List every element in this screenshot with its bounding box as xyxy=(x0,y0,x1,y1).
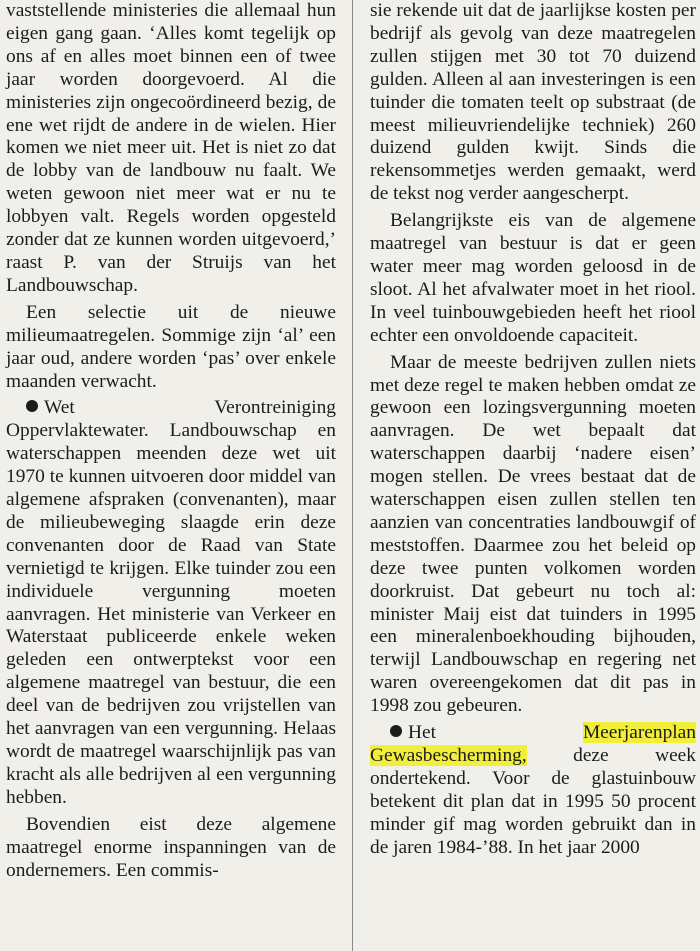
bullet-icon xyxy=(390,725,402,737)
column-divider xyxy=(352,0,353,951)
bullet-paragraph xyxy=(370,722,696,859)
highlighted-text: Meerjarenplan Gewasbescherming, xyxy=(370,722,696,766)
paragraph-lead: Het xyxy=(408,722,436,744)
bullet-icon xyxy=(26,400,38,412)
left-column xyxy=(6,0,336,882)
paragraph: Belangrijkste eis van de algemene maatregel van bestuur is dat er geen water meer mag worden geloosd in de sloot. Al het afvalwater moet in het riool. In veel tuinbouwgebieden heeft het riool echter een onvoldoende capaciteit. xyxy=(370,210,696,346)
paragraph-text: deze week ondertekend. Voor de glastuinbouw betekent dit plan dat in 1995 50 procent minder gif mag worden gebruikt dan in de jaren 1984-’88. In het jaar 2000 xyxy=(370,745,696,858)
paragraph: vaststellende ministeries die allemaal hun eigen gang gaan. ‘Alles komt tegelijk op ons af en alles moet binnen een of twee jaar worden doorgevoerd. Al die ministeries zijn ongecoördineerd bezig, de ene wet rijdt de andere in de wielen. Hier komen we niet meer uit. Het is niet zo dat de lobby van de landbouw nu faalt. We weten gewoon niet meer wat er nu te lobbyen valt. Regels worden opgesteld zonder dat ze kunnen worden uitgevoerd,’ raast P. van der Struijs van het Landbouwschap. xyxy=(6,0,336,296)
paragraph: Een selectie uit de nieuwe milieumaatregelen. Sommige zijn ‘al’ een jaar oud, andere worden ‘pas’ over enkele maanden verwacht. xyxy=(6,301,336,392)
paragraph: sie rekende uit dat de jaarlijkse kosten per bedrijf als gevolg van deze maatregelen zullen stijgen met 30 tot 70 duizend gulden. Alleen al aan investeringen is een tuinder die tomaten teelt op substraat (de meest milieuvriendelijke techniek) 260 duizend gulden kwijt. Sinds die rekensommetjes werden gemaakt, werd de tekst nog verder aangescherpt. xyxy=(370,0,696,205)
paragraph-text: Wet Verontreiniging Oppervlaktewater. Landbouwschap en waterschappen meenden deze wet uit 1970 te kunnen uitvoeren door middel van algemene afspraken (convenanten), maar de milieubeweging slaagde erin deze convenanten door de Raad van State vernietigd te krijgen. Elke tuinder zou een individuele vergunning moeten aanvragen. Het ministerie van Verkeer en Waterstaat publiceerde enkele weken geleden een ontwerptekst voor een algemene maatregel van bestuur, die een deel van de bedrijven zou vrijstellen van het aanvragen van een vergunning. Helaas wordt de maatregel waarschijnlijk pas van kracht als alle bedrijven al een vergunning hebben. xyxy=(6,397,336,808)
right-column xyxy=(370,0,696,860)
bullet-paragraph xyxy=(6,397,336,809)
paragraph: Bovendien eist deze algemene maatregel enorme inspanningen van de ondernemers. Een commis- xyxy=(6,813,336,881)
paragraph: Maar de meeste bedrijven zullen niets met deze regel te maken hebben omdat ze gewoon een lozingsvergunning moeten aanvragen. De wet bepaalt dat waterschappen daarbij ‘nadere eisen’ mogen stellen. De vrees bestaat dat de waterschappen eisen zullen stellen ten aanzien van concentraties landbouwgif of meststoffen. Daarmee zou het beleid op deze twee punten volkomen worden doorkruist. Dat gebeurt nu toch al: minister Maij eist dat tuinders in 1995 een mineralenboekhouding bijhouden, terwijl Landbouwschap en regering net waren overeengekomen dat dit pas in 1998 zou gebeuren. xyxy=(370,351,696,717)
